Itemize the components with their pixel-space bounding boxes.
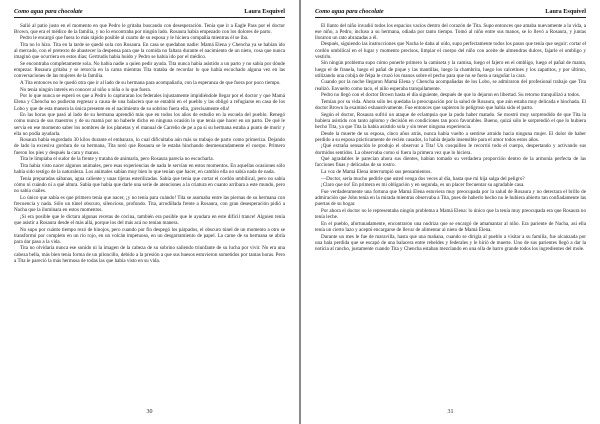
paragraph: Tita había visto nacer algunos animales, pero esas experiencias de nada le servían en estos momentos. En aquellas ocasiones sólo había sido testigo de la naturaleza. Los animales sabían muy bien lo que tenían que hacer, en cambio ella no sabía nada de nada. — [14, 162, 285, 176]
paragraph: Durante un mes le fue de maravilla, hasta que una mañana, cuando se dirigía al pueblo a visitar a su familia, fue alcanzada por una bala perdida que se escapó de una balacera entre rebeldes y federales y le hirió de muerte. Uno de sus parientes llegó a dar la noticia al rancho, justamente cuando Tita y Chencha estaban mezclando en una olla de barro grande todos los ingredientes del mole. — [315, 233, 586, 252]
paragraph: Cuando por la noche llegaron Mamá Elena y Chencha acompañadas de los Lobo, se admiraron del profesional trabajo que Tita realizó. Envuelto como taco, el niño esperaba tranquilamente. — [315, 79, 586, 92]
paragraph: Pedro no llegó con el doctor Brown hasta el día siguiente, después de que lo dejaron en libertad. Su retorno tranquilizó a todos. — [321, 92, 581, 99]
paragraph: Pedro le encargó que fuera lo más rápido posible al cuarto de su esposa y le hiciera compañía mientras él se iba. — [20, 35, 249, 42]
page-body — [14, 23, 285, 401]
book-title: Como agua para chocolate — [14, 8, 83, 15]
paragraph: Por ahora el doctor no le representaba ningún problema a Mamá Elena: lo único que la tenía muy preocupada era que Rosaura no tenía leche. — [315, 208, 586, 221]
paragraph: El llanto del niño invadió todos los espacios vacíos dentro del corazón de Tita. Supo entonces que amaba nuevamente a la vida, a ese niño, a Pedro, incluso a su hermana, odiada por tanto tiempo. Tomó al niño entre sus manos, se lo llevó a Rosaura, y juntas lloraron un rato abrazadas a él. — [315, 22, 586, 41]
paragraph: Desde la muerte de su esposa, cinco años atrás, nunca había vuelto a sentirse atraído hacia ninguna mujer. El dolor de haber perdido a su esposa prácticamente de recién casados, lo había dejado insensible para el amor todos estos años. — [315, 130, 586, 143]
paragraph: ¡Si era posible que le dictara algunas recetas de cocina, también era posible que le ayudara en este difícil trance! Alguien tenía que asistir a Rosaura desde el más allá, porque los del más acá no tenían manera. — [14, 213, 285, 226]
paragraph: En las horas que pasó al lado de su hermana aprendió más que en todos los años de estudio en la escuela del pueblo. Renegó como nunca de sus maestros y de su mamá por no haberle dicho en ninguna ocasión lo que tenía que hacer en un parto. De qué le servía en ese momento saber los nombres de los planetas y el manual de Carreño de pe a pa si su hermana estaba a punto de morir y ella no podía ayudarla. — [14, 112, 285, 137]
page-number: 31 — [447, 409, 454, 415]
paragraph: Salió al patio justo en el momento en que Pedro le gritaba buscando con desesperación. Tenía que ir a Eagle Pass por el doctor Brown, que era el médico de la familia, y no lo encontraba por ningún lado. Rosaura había empezado con los dolores de parto. — [14, 22, 285, 35]
running-header — [315, 8, 586, 18]
page-right — [301, 0, 600, 424]
paragraph: Qué agradables le parecían ahora sus dientes, habían tomado su verdadera proporción dentro de la armonía perfecta de las facciones finas y delicadas de su rostro. — [315, 156, 586, 169]
paragraph: Lo único que sabía es que primero tenía que nacer, ¡y no tenía para cuándo! Tita se asomaba entre las piernas de su hermana con frecuencia y nada. Sólo un túnel obscuro, silencioso, profundo. Tita, arrodillada frente a Rosaura, con gran desesperación pidió a Nacha que la iluminara en estos momentos. — [14, 194, 285, 214]
paragraph: Tita no olvidaría nunca ese sonido ni la imagen de la cabeza de su sobrino saliendo triunfante de su lucha por vivir. No era una cabeza bella, más bien tenía forma de un piloncillo, debido a la presión a que sus huesos estuvieron sometidos por tantas horas. Pero a Tita le pareció la más hermosa de todas las que había visto en su vida. — [14, 245, 285, 264]
paragraph: ¡Claro que no! En primera es mi obligación y en segunda, es un placer frecuentar su agradable casa. — [321, 182, 525, 189]
page-left — [0, 0, 299, 424]
paragraph: La voz de Mamá Elena interrumpió sus pensamientos. — [321, 169, 432, 176]
paragraph: En el pueblo, afortunadamente, encontraron una nodriza que se encargó de amamantar al niño. Era pariente de Nacha, así ella tenía un cierto lazo y aceptó encargarse de llevar de alimentar al nieto de Mamá Elena. — [315, 220, 586, 233]
book-title: Como agua para chocolate — [315, 8, 384, 15]
paragraph: No tenía ningún interés en conocer al niño o niña o lo que fuera. — [20, 86, 151, 93]
paragraph: Fue verdaderamente una fortuna que Mamá Elena estuviera muy preocupada por la salud de Rosaura y no detectara el brillo de admiración que John tenía en la mirada mientras observaba a Tita, pues de haberlo hecho no le hubiera abierto tan confiadamente las puertas de su hogar. — [315, 189, 586, 208]
paragraph: ¡Qué extraña sensación le produjo el observar a Tita! Un cosquilleo le recorrió todo el cuerpo, despertando y activando sus dormidos sentidos. La observaba como si fuera la primera vez que lo hiciera. — [315, 143, 586, 156]
book-author: Laura Esquivel — [545, 8, 586, 15]
paragraph: Después, siguiendo las instrucciones que Nacha le daba al oído, supo perfectamente todos los pasos que tenía que seguir: cortar el cordón umbilical en el lugar y momento precisos, limpiar el cuerpo del niño con aceite de almendras dulces, fajarle el ombligo y vestirlo. — [315, 41, 586, 60]
paragraph: Según el doctor, Rosaura sufrió un ataque de eclampsia que la pudo haber matado. Se mostró muy sorprendido de que Tita la hubiera asistido con tanto aplomo y decisión en condiciones tan poco favorables. Bueno, quizá sólo le sorprendió el que lo hubiera hecho Tita, ya que Tita la había asistido sola y sin tener ninguna experiencia. — [315, 111, 586, 130]
paragraph: Tenía preparadas sábanas, agua caliente y unas tijeras esterilizadas. Sabía que tenía que cortar el cordón umbilical, pero no sabía cómo ni cuándo ni a qué altura. Sabía que había que darle una serie de atenciones a la criatura en cuanto arribara a este mundo, pero no sabía cuáles. — [14, 175, 285, 195]
page-number: 30 — [146, 409, 153, 415]
paragraph: Tita no lo hizo. Tita en la tarde se quedó sola con Rosaura. En casa se quedaban nadie: Mamá Elena y Chencha ya se habían ido al mercado, con el pretexto de abastecer la despensa para que la comida no faltara durante el nacimiento de un nieto, cosa que nunca imaginó que ocurriera en estos días; Gertrudis había huido y Pedro se había ido por el médico. — [14, 41, 285, 61]
paragraph: No supo por cuánto tiempo rezó de hinojos, pero cuando por fin despegó los párpados, el obscuro túnel de un momento a otro se transformó por completo en un río rojo, en un volcán impetuoso, en un desgarramiento de papel. La carne de su hermana se abría para dar paso a la vida. — [14, 226, 285, 245]
book-author: Laura Esquivel — [244, 8, 285, 15]
paragraph: Se encontraba completamente sola. No había nadie a quien pedir ayuda. Tita nunca había asistido a un parto y no sabía por dónde empezar. Rosaura gritaba y se retorcía en la cama mientras Tita trataba de recordar lo que había escuchado alguna vez en las conversaciones de las mujeres de la familia. — [14, 60, 285, 80]
paragraph: Rosaura había engordado 30 kilos durante el embarazo, lo cual dificultaba aún más su trabajo de parto como primeriza. Dejando de lado la excesiva gordura de su hermana, Tita notó que Rosaura se le estaba hinchando desmesuradamente el cuerpo. Primero fueron los pies y después la cara y manos. — [14, 137, 285, 156]
paragraph: Temían por su vida. Ahora sólo les quedaba la preocupación por la salud de Rosaura, que aún estaba muy delicada e hinchada. El doctor Brown la examinó exhaustivamente. Fue entonces que supieron lo peligroso que había sido el parto. — [315, 98, 586, 112]
paragraph: —Doctor, sería mucho pedirle que usted venga dos veces al día, hasta que mi hija salga del peligro? — [321, 175, 525, 182]
page-body — [315, 23, 586, 401]
paragraph: A Tita entonces no le quedó otra que ir al lado de su hermana para acompañarla, con la esperanza de que fuera por poco tiempo. — [20, 79, 281, 86]
running-header — [14, 8, 285, 18]
paragraph: Tita le limpiaba el sudor de la frente y trataba de animarla, pero Rosaura parecía no escucharla. — [20, 156, 214, 163]
paragraph: Por lo que nunca se esperó es que a Pedro lo capturaran los federales injustamente impidiéndole llegar por el doctor y que Mamá Elena y Chencha no pudieran regresar a causa de una balacera que se entabló en el pueblo y las obligó a refugiarse en casa de los Lobo y que de esta manera la única presente en el nacimiento de su sobrino fuera ella, ¡precisamente ella! — [14, 93, 285, 112]
paragraph: Sin ningún problema supo cómo ponerle primero la camiseta y la camisa, luego el fajero en el ombligo, luego el pañal de manta, luego el de franela, luego el pañal de pique y las mantillas, luego la chambrita, luego los calcetines y los zapatitos, y por último, utilizando una cobija de felpa le cruzó los manos sobre el pecho para que no se fuera a rasguñar la cara. — [315, 60, 586, 79]
